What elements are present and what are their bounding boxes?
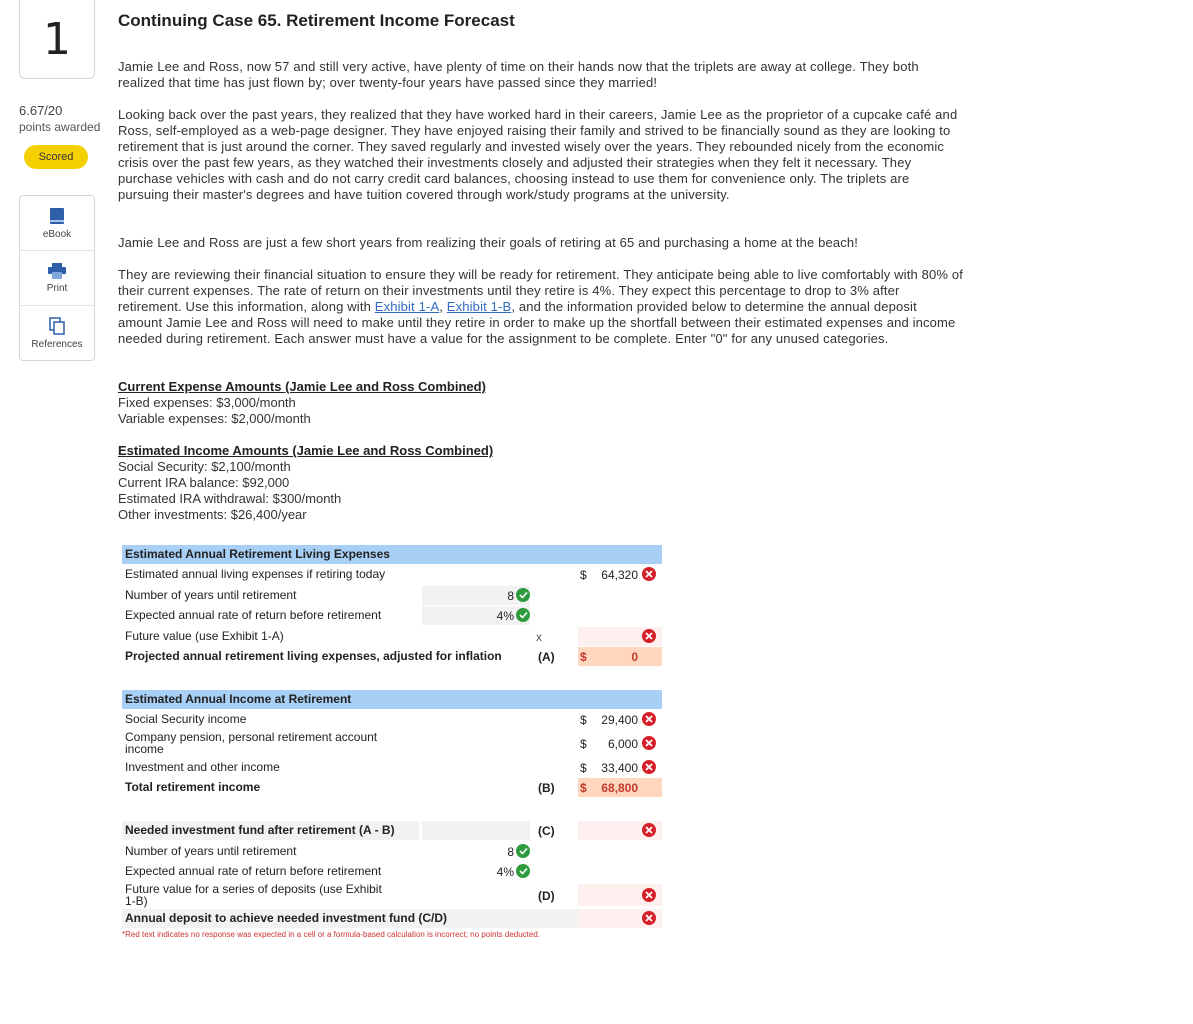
table-row [122, 564, 662, 585]
row-label: Needed investment fund after retirement (A - B) [125, 823, 395, 837]
expense-header: Current Expense Amounts (Jamie Lee and Ross Combined) [118, 379, 486, 394]
correct-icon [516, 608, 530, 622]
table-row [122, 585, 662, 606]
row-label: Estimated annual living expenses if retiring today [125, 567, 386, 581]
dollar-sign: $ [580, 713, 587, 727]
table-row [122, 730, 662, 757]
row-label: Projected annual retirement living expenses, adjusted for inflation [125, 649, 502, 663]
incorrect-icon [642, 629, 656, 643]
incorrect-icon [642, 712, 656, 726]
total-income-value: 68,800 [601, 781, 638, 795]
row-label: Expected annual rate of return before retirement [125, 864, 382, 878]
income-at-retirement-table [122, 690, 662, 798]
row-label: Number of years until retirement [125, 587, 297, 602]
row-label: Future value for a series of deposits (use Exhibit 1-B) [125, 881, 382, 908]
question-number: 1 [19, 0, 95, 79]
row-label: Social Security income [125, 712, 247, 726]
row-tag: (D) [538, 888, 555, 903]
years-input[interactable]: 8 [507, 588, 514, 603]
print-label: Print [46, 282, 68, 294]
table-header: Estimated Annual Retirement Living Expenses [122, 545, 662, 564]
table-row [122, 777, 662, 798]
expense-block [118, 379, 486, 427]
projected-expenses-value: 0 [631, 650, 638, 664]
correct-icon [516, 844, 530, 858]
row-label: Number of years until retirement [125, 843, 297, 858]
references-icon [49, 317, 65, 335]
pension-value[interactable]: 6,000 [607, 736, 638, 751]
table-row [122, 861, 662, 882]
paragraph-4-start: They are reviewing their financial situation to ensure they will be ready for retirement. They anticipate being able to live comfortably with 80% of their current expenses. The rate of return on their investments until they retire is 4%. They expect this percentage to drop to 3% after retirement. Use this information, along with [118, 267, 963, 314]
dollar-sign: $ [580, 760, 587, 775]
print-button[interactable] [20, 251, 94, 306]
row-tag: (C) [538, 824, 555, 838]
dollar-sign: $ [580, 736, 587, 751]
income-line: Current IRA balance: $92,000 [118, 475, 290, 490]
years-input[interactable]: 8 [507, 844, 514, 859]
multiply-sign: x [536, 629, 542, 644]
income-line: Social Security: $2,100/month [118, 459, 291, 474]
table-row [122, 605, 662, 626]
dollar-sign: $ [580, 650, 587, 664]
paragraph-4-end: , and the information provided below to determine the annual deposit amount Jamie Lee and Ross will need to make until they retire in order to make up the shortfall between their estimated expenses and income needed during retirement. Each answer must have a value for the assignment to be complete. Enter "0" for any unused categories. [118, 299, 956, 346]
input-cell-bg [422, 821, 530, 840]
investment-income-value[interactable]: 33,400 [601, 760, 638, 775]
dollar-sign: $ [580, 568, 587, 582]
living-expenses-table [122, 545, 662, 667]
book-icon [49, 207, 65, 225]
printer-icon [48, 263, 66, 279]
exhibit-1a-link[interactable]: Exhibit 1-A [374, 299, 440, 314]
link-separator: , [439, 299, 447, 314]
references-label: References [31, 338, 83, 350]
paragraph-2: Looking back over the past years, they realized that they have worked hard in their careers, Jamie Lee as the proprietor of a cupcake café and Ross, self-employed as a web-page designer. They have enjoyed raising their family and strived to be financially sound as they are looking to retirement that is just around the corner. They saved regularly and invested wisely over the years. They rebounded nicely from the economic crisis over the past few years, as they watched their investments closely and adjusted their strategies when they felt it necessary. They purchase vehicles with cash and do not carry credit card balances, choosing instead to use them for convenience only. The triplets are pursuing their master's degrees and have tuition covered through work/study programs at the university. [118, 107, 958, 202]
rate-input[interactable]: 4% [496, 865, 514, 879]
table-header: Estimated Annual Income at Retirement [122, 690, 662, 709]
incorrect-icon [642, 760, 656, 774]
row-label: Investment and other income [125, 759, 280, 774]
expense-line: Variable expenses: $2,000/month [118, 411, 311, 426]
tools-panel [19, 195, 95, 361]
row-label: Company pension, personal retirement account income [125, 729, 378, 756]
score-label: points awarded [19, 120, 101, 134]
table-row [122, 909, 662, 930]
status-badge: Scored [24, 145, 88, 169]
score-value: 6.67/20 [19, 103, 63, 118]
points-awarded [19, 103, 100, 135]
ebook-label: eBook [42, 228, 72, 240]
table-row [122, 626, 662, 647]
table-row [122, 646, 662, 667]
row-tag: (A) [538, 650, 555, 664]
table-row [122, 757, 662, 778]
row-label: Expected annual rate of return before retirement [125, 608, 382, 622]
paragraph-3: Jamie Lee and Ross are just a few short years from realizing their goals of retiring at 65 and purchasing a home at the beach! [118, 235, 859, 250]
exhibit-1b-link[interactable]: Exhibit 1-B [446, 299, 512, 314]
ebook-button[interactable] [20, 196, 94, 251]
rate-input[interactable]: 4% [496, 609, 514, 623]
expense-line: Fixed expenses: $3,000/month [118, 395, 296, 410]
table-row [122, 709, 662, 730]
footnote: *Red text indicates no response was expected in a cell or a formula-based calculation is incorrect; no points deducted. [122, 930, 541, 939]
page-title: Continuing Case 65. Retirement Income Forecast [118, 11, 515, 30]
incorrect-icon [642, 567, 656, 581]
row-tag: (B) [538, 781, 555, 795]
table-row [122, 820, 662, 841]
table-row [122, 841, 662, 862]
correct-icon [516, 864, 530, 878]
incorrect-icon [642, 823, 656, 837]
investment-fund-table [122, 820, 662, 929]
income-header: Estimated Income Amounts (Jamie Lee and Ross Combined) [118, 443, 494, 458]
paragraph-1: Jamie Lee and Ross, now 57 and still very active, have plenty of time on their hands now that the triplets are away at college. They both realized that time has just flown by; over twenty-four years have passed since they married! [118, 59, 919, 90]
income-line: Estimated IRA withdrawal: $300/month [118, 491, 342, 506]
incorrect-icon [642, 888, 656, 902]
references-button[interactable] [20, 306, 94, 360]
income-line: Other investments: $26,400/year [118, 507, 307, 522]
dollar-sign: $ [580, 781, 587, 795]
living-expenses-value[interactable]: 64,320 [601, 568, 638, 582]
incorrect-icon [642, 736, 656, 750]
table-row [122, 882, 662, 909]
correct-icon [516, 588, 530, 602]
income-block [118, 443, 493, 523]
row-label: Total retirement income [125, 780, 261, 794]
incorrect-icon [642, 911, 656, 925]
paragraph-4 [118, 267, 963, 347]
row-label: Annual deposit to achieve needed investment fund (C/D) [125, 910, 448, 925]
row-label: Future value (use Exhibit 1-A) [125, 628, 284, 643]
social-security-value[interactable]: 29,400 [601, 713, 638, 727]
